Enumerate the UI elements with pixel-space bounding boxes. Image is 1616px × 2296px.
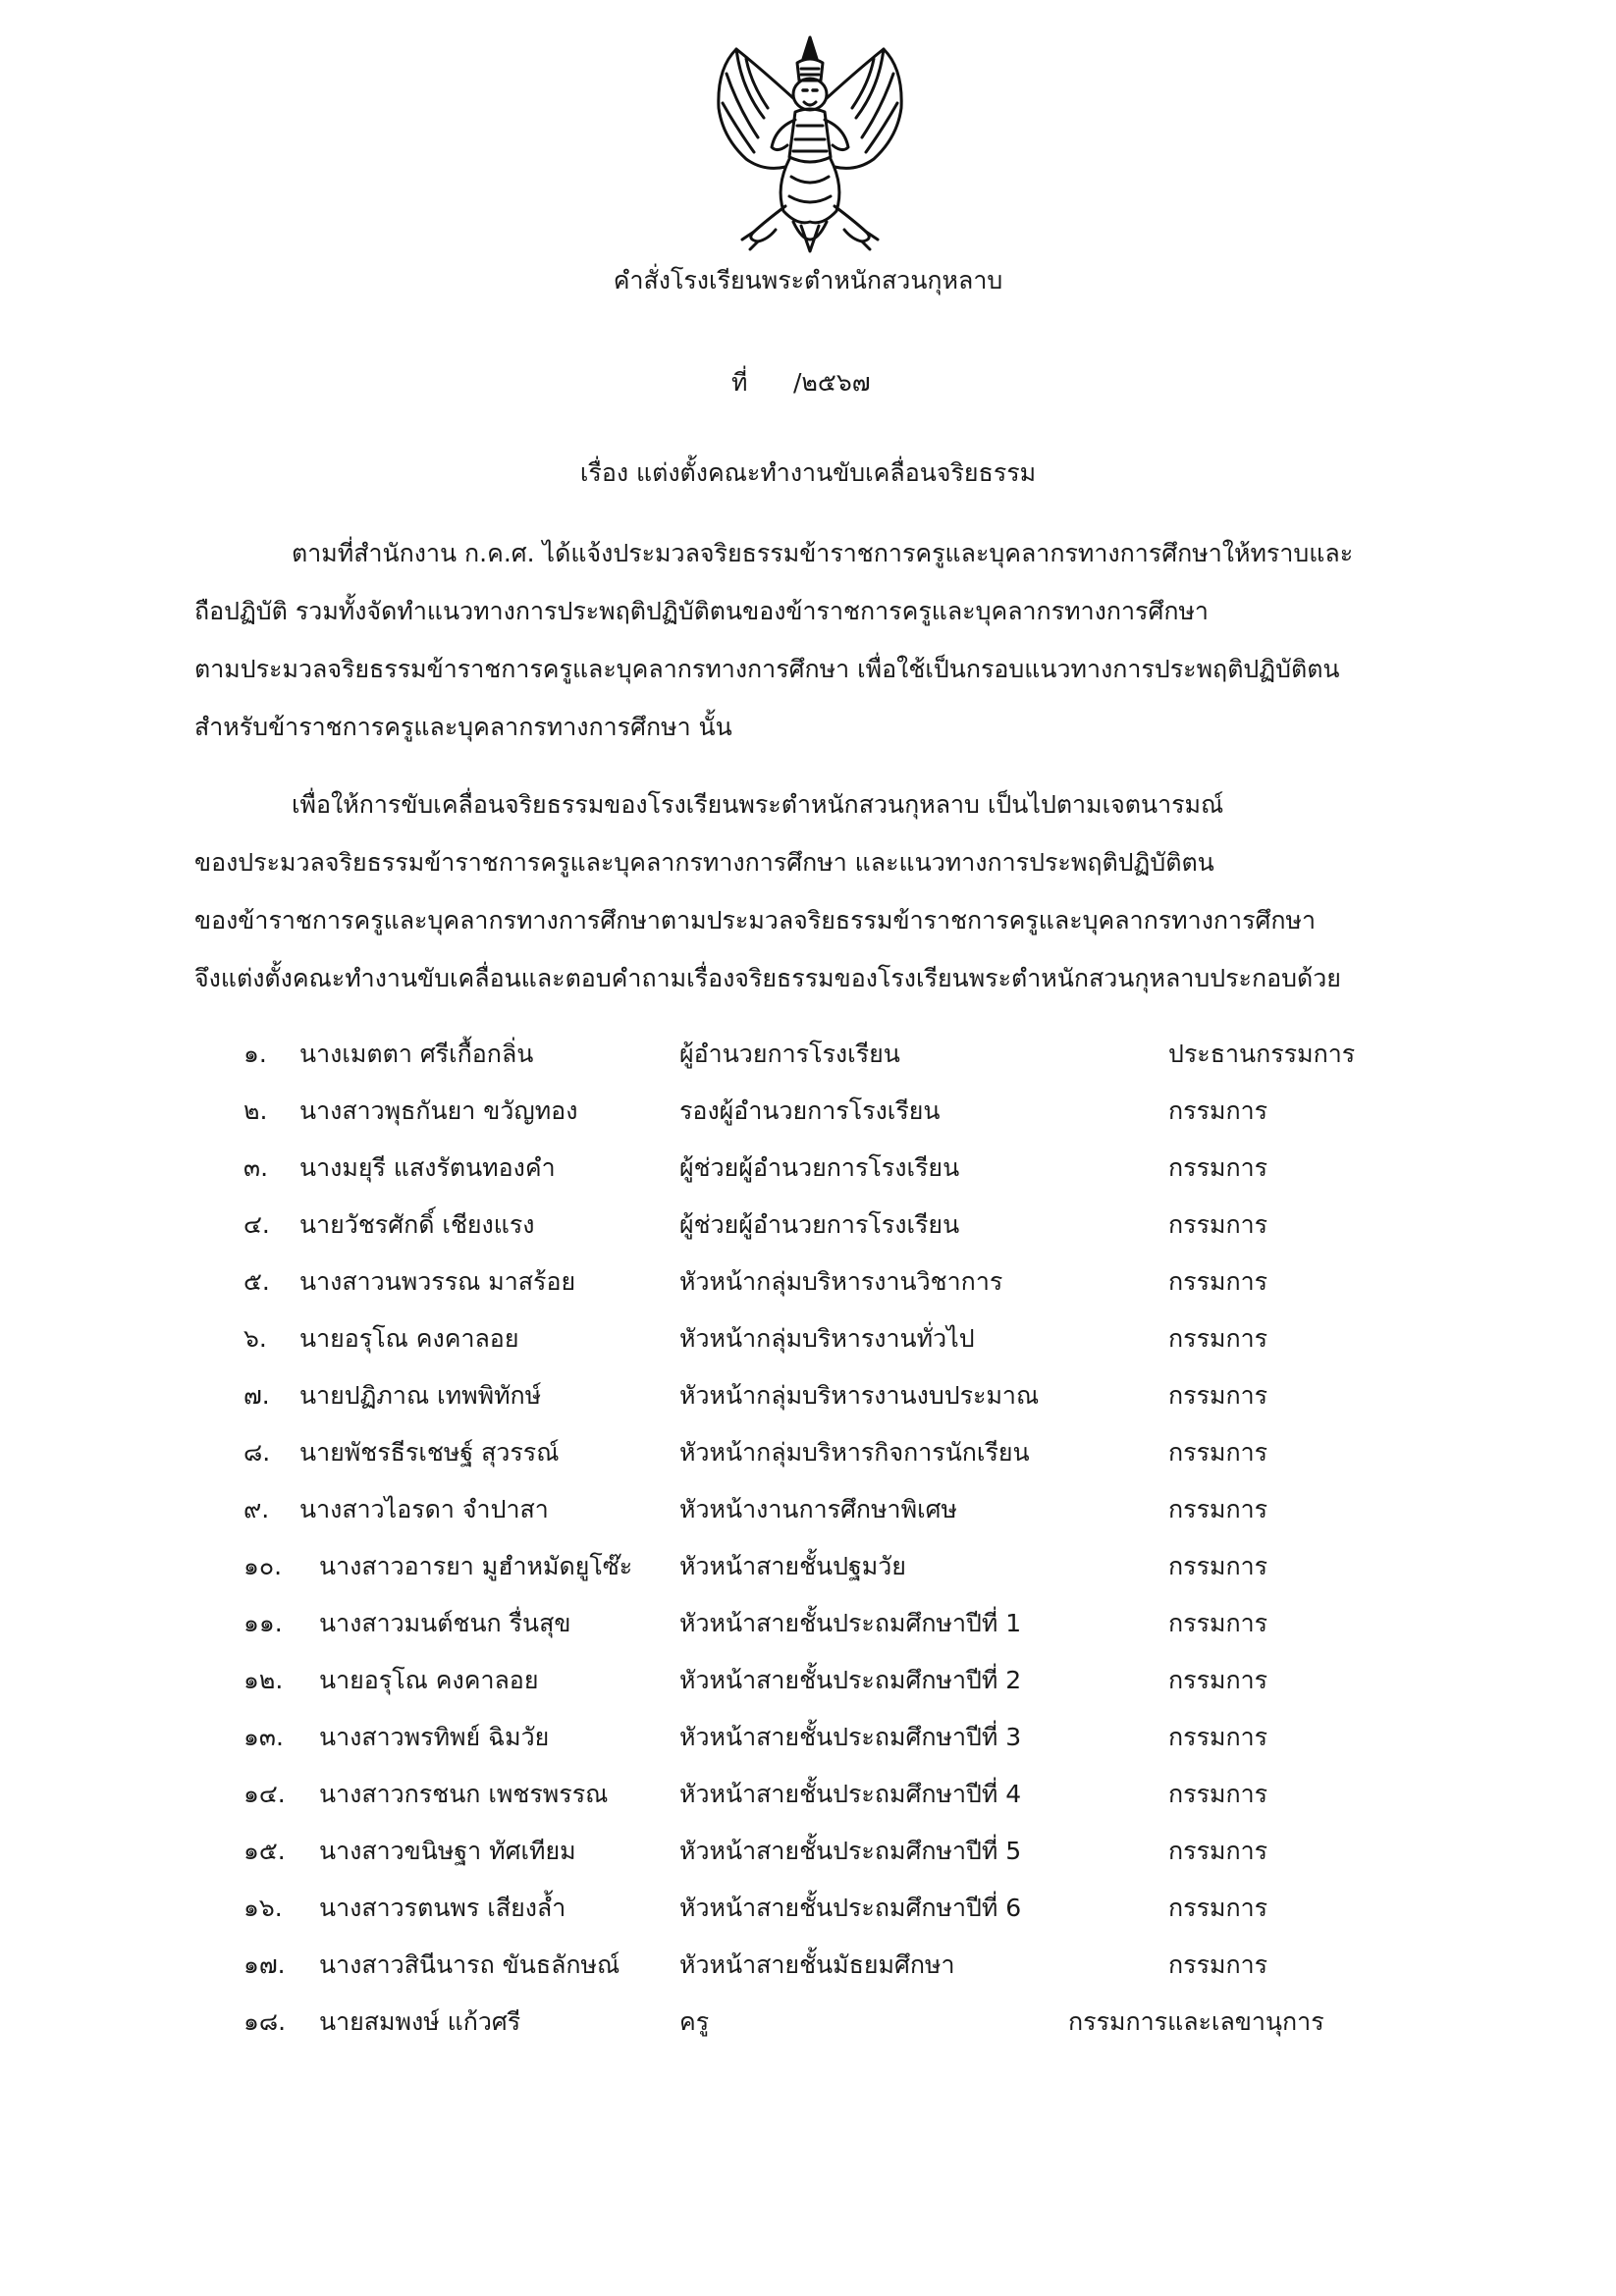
member-role: กรรมการ [1168,1267,1268,1296]
member-number: ๑๘. [243,2007,287,2036]
paragraph-2-line: ของประมวลจริยธรรมข้าราชการครูและบุคลากรทางการศึกษา และแนวทางการประพฤติปฏิบัติตน [194,848,1214,877]
member-name: นางสาวอารยา มูฮำหมัดยูโซ๊ะ [319,1552,633,1580]
member-row [0,1205,1616,1245]
member-position: หัวหน้าสายชั้นประถมศึกษาปีที่ 6 [679,1894,1022,1922]
member-name: นางสาวสินีนารถ ขันธลักษณ์ [319,1950,620,1979]
member-role: ประธานกรรมการ [1168,1040,1356,1068]
member-role: กรรมการ [1168,1096,1268,1125]
member-role: กรรมการ [1168,1666,1268,1694]
member-row [0,1775,1616,1814]
member-name: นางสาวนพวรรณ มาสร้อย [299,1267,576,1296]
member-name: นายปฏิภาณ เทพพิทักษ์ [299,1381,542,1410]
member-name: นายพัชรธีรเชษฐ์ สุวรรณ์ [299,1438,560,1467]
member-number: ๘. [243,1438,271,1467]
member-name: นายสมพงษ์ แก้วศรี [319,2007,521,2036]
paragraph-2-line: ของข้าราชการครูและบุคลากรทางการศึกษาตามประมวลจริยธรรมข้าราชการครูและบุคลากรทางการศึกษา [194,906,1317,934]
member-row [0,1262,1616,1302]
member-row [0,1035,1616,1074]
order-title: คำสั่งโรงเรียนพระตำหนักสวนกุหลาบ [613,266,1003,294]
member-name: นางสาวรตนพร เสียงล้ำ [319,1894,566,1922]
member-position: รองผู้อำนวยการโรงเรียน [679,1096,941,1125]
member-row [0,1946,1616,1985]
member-role: กรรมการ [1168,1723,1268,1751]
member-number: ๑๑. [243,1609,283,1637]
member-name: นายอรุโณ คงคาลอย [299,1324,519,1353]
member-row [0,1433,1616,1472]
member-position: ผู้อำนวยการโรงเรียน [679,1040,900,1068]
member-role: กรรมการ [1168,1894,1268,1922]
member-role: กรรมการ [1168,1153,1268,1182]
member-number: ๕. [243,1267,270,1296]
member-position: หัวหน้ากลุ่มบริหารงานวิชาการ [679,1267,1003,1296]
paragraph-1-line: สำหรับข้าราชการครูและบุคลากรทางการศึกษา นั้น [194,713,732,741]
member-row [0,1547,1616,1586]
member-row [0,2002,1616,2042]
member-position: หัวหน้ากลุ่มบริหารงานงบประมาณ [679,1381,1040,1410]
paragraph-2-line: เพื่อให้การขับเคลื่อนจริยธรรมของโรงเรียนพระตำหนักสวนกุหลาบ เป็นไปตามเจตนารมณ์ [292,790,1224,819]
member-name: นางมยุรี แสงรัตนทองคำ [299,1153,556,1182]
member-position: ผู้ช่วยผู้อำนวยการโรงเรียน [679,1153,960,1182]
member-row [0,1376,1616,1415]
member-name: นางสาวไอรดา จำปาสา [299,1495,549,1523]
member-name: นางสาวมนต์ชนก รื่นสุข [319,1609,571,1637]
member-role: กรรมการ [1168,1324,1268,1353]
member-name: นายวัชรศักดิ์ เชียงแรง [299,1210,535,1239]
order-number-value: /๒๕๖๗ [793,368,871,397]
member-position: หัวหน้างานการศึกษาพิเศษ [679,1495,957,1523]
member-number: ๓. [243,1153,269,1182]
member-role: กรรมการ [1168,1438,1268,1467]
member-role: กรรมการ [1168,1495,1268,1523]
member-number: ๑๐. [243,1552,283,1580]
member-number: ๑๖. [243,1894,283,1922]
member-number: ๑. [243,1040,267,1068]
paragraph-1-line: ตามประมวลจริยธรรมข้าราชการครูและบุคลากรทางการศึกษา เพื่อใช้เป็นกรอบแนวทางการประพฤติปฏิบัติตน [194,655,1340,683]
member-name: นายอรุโณ คงคาลอย [319,1666,539,1694]
member-role: กรรมการและเลขานุการ [1068,2007,1324,2036]
member-name: นางสาวกรชนก เพชรพรรณ [319,1780,609,1808]
member-number: ๑๗. [243,1950,286,1979]
member-number: ๑๔. [243,1780,286,1808]
member-name: นางเมตตา ศรีเกื้อกลิ่น [299,1040,534,1068]
member-row [0,1889,1616,1928]
member-position: หัวหน้าสายชั้นประถมศึกษาปีที่ 5 [679,1837,1022,1865]
member-role: กรรมการ [1168,1381,1268,1410]
member-row [0,1718,1616,1757]
member-position: ผู้ช่วยผู้อำนวยการโรงเรียน [679,1210,960,1239]
member-row [0,1490,1616,1529]
member-position: หัวหน้าสายชั้นประถมศึกษาปีที่ 1 [679,1609,1022,1637]
member-position: หัวหน้าสายชั้นมัธยมศึกษา [679,1950,955,1979]
member-role: กรรมการ [1168,1552,1268,1580]
paragraph-1-line: ถือปฏิบัติ รวมทั้งจัดทำแนวทางการประพฤติปฏิบัติตนของข้าราชการครูและบุคลากรทางการศึกษา [194,597,1209,625]
member-role: กรรมการ [1168,1609,1268,1637]
member-row [0,1661,1616,1700]
member-number: ๖. [243,1324,267,1353]
member-position: หัวหน้ากลุ่มบริหารกิจการนักเรียน [679,1438,1030,1467]
member-role: กรรมการ [1168,1950,1268,1979]
member-number: ๑๒. [243,1666,284,1694]
member-position: หัวหน้าสายชั้นประถมศึกษาปีที่ 2 [679,1666,1022,1694]
order-subject: เรื่อง แต่งตั้งคณะทำงานขับเคลื่อนจริยธรรม [579,458,1037,487]
member-row [0,1604,1616,1643]
member-number: ๑๓. [243,1723,284,1751]
member-position: หัวหน้าสายชั้นประถมศึกษาปีที่ 3 [679,1723,1022,1751]
member-name: นางสาวพุธกันยา ขวัญทอง [299,1096,578,1125]
paragraph-1-line: ตามที่สำนักงาน ก.ค.ศ. ได้แจ้งประมวลจริยธรรมข้าราชการครูและบุคลากรทางการศึกษาให้ทราบและ [292,539,1354,567]
member-number: ๙. [243,1495,270,1523]
member-position: หัวหน้าสายชั้นประถมศึกษาปีที่ 4 [679,1780,1022,1808]
member-number: ๒. [243,1096,268,1125]
order-number-label: ที่ [731,368,748,397]
member-role: กรรมการ [1168,1837,1268,1865]
member-position: ครู [679,2007,710,2036]
member-name: นางสาวพรทิพย์ ฉิมวัย [319,1723,550,1751]
paragraph-1 [194,524,1436,756]
member-row [0,1148,1616,1188]
member-row [0,1832,1616,1871]
member-number: ๑๕. [243,1837,286,1865]
member-row [0,1319,1616,1359]
member-number: ๔. [243,1210,270,1239]
garuda-emblem-icon [707,29,913,265]
member-position: หัวหน้าสายชั้นปฐมวัย [679,1552,906,1580]
paragraph-2-line: จึงแต่งตั้งคณะทำงานขับเคลื่อนและตอบคำถามเรื่องจริยธรรมของโรงเรียนพระตำหนักสวนกุหลาบประกอบด้วย [194,964,1341,992]
member-role: กรรมการ [1168,1780,1268,1808]
paragraph-2 [194,775,1436,1007]
member-position: หัวหน้ากลุ่มบริหารงานทั่วไป [679,1324,975,1353]
member-name: นางสาวขนิษฐา ทัศเทียม [319,1837,576,1865]
member-number: ๗. [243,1381,270,1410]
member-role: กรรมการ [1168,1210,1268,1239]
member-row [0,1092,1616,1131]
